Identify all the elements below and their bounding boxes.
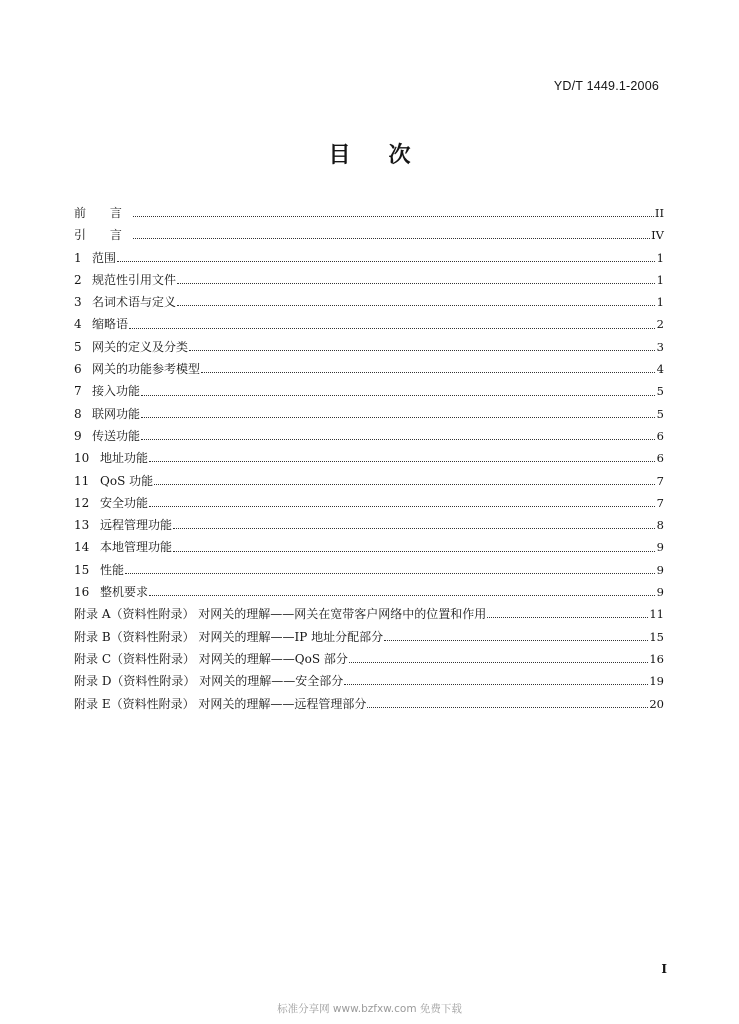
toc-entry[interactable] xyxy=(74,313,664,335)
toc-entry[interactable] xyxy=(74,269,664,291)
toc-entry-number: 14 xyxy=(74,540,90,555)
toc-entry[interactable] xyxy=(74,670,664,692)
toc-leader-dots xyxy=(177,304,655,306)
toc-leader-dots xyxy=(149,594,655,596)
toc-leader-dots xyxy=(177,282,655,284)
footer-watermark: 标准分享网 www.bzfxw.com 免费下载 xyxy=(277,1003,462,1015)
toc-entry[interactable] xyxy=(74,224,664,246)
toc-entry-title: 附录 B（资料性附录） 对网关的理解——IP 地址分配部分 xyxy=(74,629,384,644)
toc-entry-page: II xyxy=(654,206,664,220)
toc-entry-title: 附录 E（资料性附录） 对网关的理解——远程管理部分 xyxy=(74,696,367,711)
toc-leader-dots xyxy=(173,527,655,529)
toc-entry-title: 传送功能 xyxy=(92,428,141,443)
toc-entry-number: 12 xyxy=(74,495,90,510)
toc-entry-page: 9 xyxy=(656,585,664,600)
toc-leader-dots xyxy=(125,572,655,574)
toc-entry-title: 范围 xyxy=(92,250,117,265)
toc-entry-page: IV xyxy=(651,228,664,243)
toc-entry-title: 远程管理功能 xyxy=(100,518,173,533)
toc-entry-number: 3 xyxy=(74,295,82,310)
toc-entry-page: 1 xyxy=(656,250,664,265)
toc-leader-dots xyxy=(349,661,648,663)
toc-entry-title: 规范性引用文件 xyxy=(92,272,177,287)
toc-leader-dots xyxy=(344,683,648,685)
toc-entry-number: 15 xyxy=(74,562,90,577)
toc-entry-page: 5 xyxy=(656,384,664,399)
toc-leader-dots xyxy=(117,260,655,262)
toc-entry-number: 7 xyxy=(74,384,82,399)
toc-leader-dots xyxy=(141,416,655,418)
toc-entry[interactable] xyxy=(74,470,664,492)
toc-entry-page: 8 xyxy=(656,518,664,533)
toc-entry[interactable] xyxy=(74,492,664,514)
toc-entry[interactable] xyxy=(74,336,664,358)
toc-entry-title: 安全功能 xyxy=(100,495,149,510)
toc-leader-dots xyxy=(201,371,655,373)
toc-leader-dots xyxy=(133,237,650,239)
toc-entry-title: 网关的定义及分类 xyxy=(92,339,189,354)
toc-entry-page: 3 xyxy=(656,339,664,354)
toc-entry-title: 本地管理功能 xyxy=(100,540,173,555)
toc-entry[interactable] xyxy=(74,603,664,625)
toc-entry-number: 10 xyxy=(74,451,90,466)
toc-entry-number: 4 xyxy=(74,317,82,332)
toc-entry[interactable] xyxy=(74,447,664,469)
toc-entry[interactable] xyxy=(74,380,664,402)
toc-entry-title: 引 言 xyxy=(74,228,132,243)
toc-entry[interactable] xyxy=(74,202,664,224)
toc-entry-page: 19 xyxy=(649,674,664,689)
toc-entry-page: 2 xyxy=(656,317,664,332)
page-title xyxy=(0,138,739,169)
toc-leader-dots xyxy=(173,550,655,552)
toc-entry-title: 附录 D（资料性附录） 对网关的理解——安全部分 xyxy=(74,674,344,689)
toc-leader-dots xyxy=(154,483,655,485)
toc-entry-page: 11 xyxy=(649,607,664,622)
toc-entry-number: 11 xyxy=(74,473,90,488)
toc-leader-dots xyxy=(149,460,655,462)
toc-entry[interactable] xyxy=(74,693,664,715)
toc-entry-title: 附录 A（资料性附录） 对网关的理解——网关在宽带客户网络中的位置和作用 xyxy=(74,607,487,622)
toc-entry[interactable] xyxy=(74,358,664,380)
toc-entry-title: 前 言 xyxy=(74,206,132,220)
toc-entry-number: 2 xyxy=(74,272,82,287)
toc-entry-title: 性能 xyxy=(100,562,125,577)
toc-entry-page: 7 xyxy=(656,495,664,510)
toc-entry-number: 9 xyxy=(74,428,82,443)
toc-entry-page: 20 xyxy=(649,696,664,711)
table-of-contents xyxy=(74,202,664,715)
toc-entry-page: 15 xyxy=(649,629,664,644)
toc-leader-dots xyxy=(129,327,655,329)
toc-entry-page: 6 xyxy=(656,428,664,443)
toc-entry-title: 网关的功能参考模型 xyxy=(92,362,201,377)
toc-entry-page: 1 xyxy=(656,272,664,287)
toc-entry-page: 5 xyxy=(656,406,664,421)
standard-code: YD/T 1449.1-2006 xyxy=(553,79,659,93)
toc-entry-number: 6 xyxy=(74,362,82,377)
toc-entry-page: 7 xyxy=(656,473,664,488)
title-char-left: 目 xyxy=(328,143,351,168)
toc-entry-title: 联网功能 xyxy=(92,406,141,421)
toc-entry-page: 9 xyxy=(656,540,664,555)
toc-leader-dots xyxy=(133,215,654,217)
toc-entry[interactable] xyxy=(74,247,664,269)
toc-leader-dots xyxy=(367,706,648,708)
toc-leader-dots xyxy=(149,505,655,507)
toc-entry-title: 地址功能 xyxy=(100,451,149,466)
toc-entry-page: 4 xyxy=(656,362,664,377)
toc-entry-number: 1 xyxy=(74,250,82,265)
toc-entry-number: 13 xyxy=(74,518,90,533)
toc-entry[interactable] xyxy=(74,626,664,648)
toc-entry[interactable] xyxy=(74,648,664,670)
toc-entry[interactable] xyxy=(74,425,664,447)
toc-entry-title: 整机要求 xyxy=(100,585,149,600)
toc-entry[interactable] xyxy=(74,581,664,603)
toc-entry-title: 名词术语与定义 xyxy=(92,295,177,310)
toc-entry-number: 8 xyxy=(74,406,82,421)
toc-leader-dots xyxy=(189,349,655,351)
toc-entry-page: 9 xyxy=(656,562,664,577)
toc-entry-number: 16 xyxy=(74,585,90,600)
toc-entry-page: 1 xyxy=(656,295,664,310)
toc-entry[interactable] xyxy=(74,514,664,536)
toc-entry[interactable] xyxy=(74,559,664,581)
toc-entry-number: 5 xyxy=(74,339,82,354)
toc-entry[interactable] xyxy=(74,403,664,425)
toc-entry[interactable] xyxy=(74,291,664,313)
title-char-right: 次 xyxy=(388,143,411,168)
toc-entry-title: QoS 功能 xyxy=(100,473,154,488)
page-number: I xyxy=(661,962,667,976)
toc-leader-dots xyxy=(141,438,655,440)
toc-entry-title: 缩略语 xyxy=(92,317,129,332)
toc-leader-dots xyxy=(141,394,655,396)
toc-leader-dots xyxy=(487,616,648,618)
toc-entry-page: 16 xyxy=(649,651,664,666)
toc-leader-dots xyxy=(384,639,648,641)
toc-entry-title: 附录 C（资料性附录） 对网关的理解——QoS 部分 xyxy=(74,651,348,666)
toc-entry-title: 接入功能 xyxy=(92,384,141,399)
toc-entry-page: 6 xyxy=(656,451,664,466)
toc-entry[interactable] xyxy=(74,536,664,558)
